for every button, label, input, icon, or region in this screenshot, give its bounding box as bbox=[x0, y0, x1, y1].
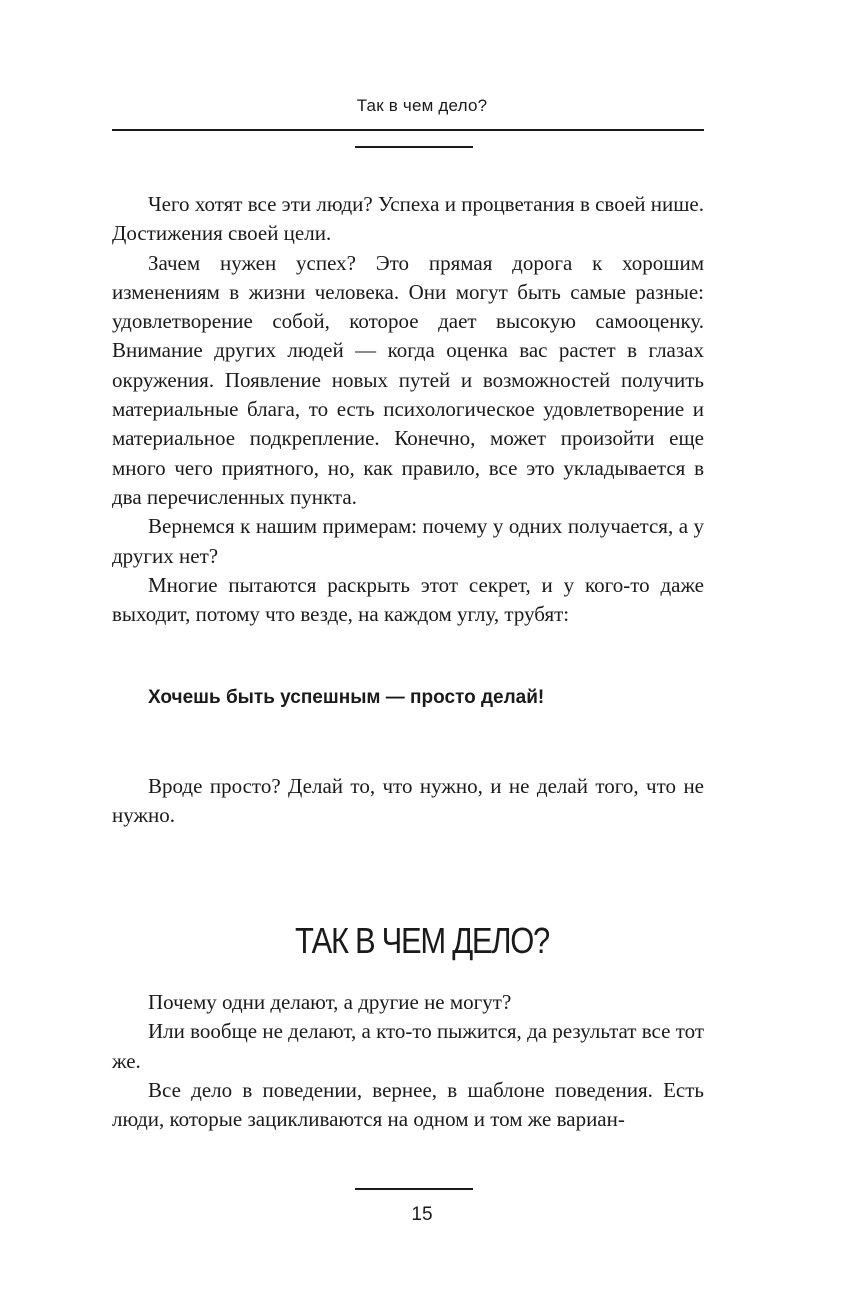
callout-text: Хочешь быть успешным — просто делай! bbox=[148, 687, 545, 708]
footer-rule bbox=[355, 1188, 473, 1190]
page-number: 15 bbox=[411, 1204, 433, 1225]
body-text-block-2 bbox=[112, 772, 704, 831]
paragraph: Вроде просто? Делай то, что нужно, и не делай того, что не нужно. bbox=[112, 774, 704, 828]
paragraph: Вернемся к нашим примерам: почему у одних получается, а у других нет? bbox=[112, 514, 704, 568]
paragraph: Зачем нужен успех? Это прямая дорога к хорошим изменениям в жизни человека. Они могут быть самые разные: удовлетворение собой, которое дает высокую самооценку. Внимание других людей — когда оценка вас растет в глазах окружения. Появление новых путей и возможностей получить материальные блага, то есть психологическое удовлетворение и материальное подкрепление. Конечно, может произойти еще много чего приятного, но, как правило, все это укладывается в два перечисленных пункта. bbox=[112, 250, 704, 509]
header-short-rule bbox=[355, 146, 473, 148]
body-text-block-1 bbox=[112, 190, 704, 629]
body-text-block-3 bbox=[112, 988, 704, 1134]
paragraph: Все дело в поведении, вернее, в шаблоне поведения. Есть люди, которые зацикливаются на одном и том же вариан- bbox=[112, 1077, 704, 1132]
paragraph: Чего хотят все эти люди? Успеха и процветания в своей нише. Достижения своей цели. bbox=[112, 192, 704, 246]
running-head: Так в чем дело? bbox=[356, 96, 488, 115]
header-rule bbox=[112, 129, 704, 131]
paragraph: Или вообще не делают, а кто-то пыжится, да результат все тот же. bbox=[112, 1019, 704, 1073]
paragraph: Многие пытаются раскрыть этот секрет, и у кого-то даже выходит, потому что везде, на каждом углу, трубят: bbox=[112, 572, 704, 627]
paragraph: Почему одни делают, а другие не могут? bbox=[148, 990, 512, 1014]
section-title: ТАК В ЧЕМ ДЕЛО? bbox=[295, 920, 549, 961]
